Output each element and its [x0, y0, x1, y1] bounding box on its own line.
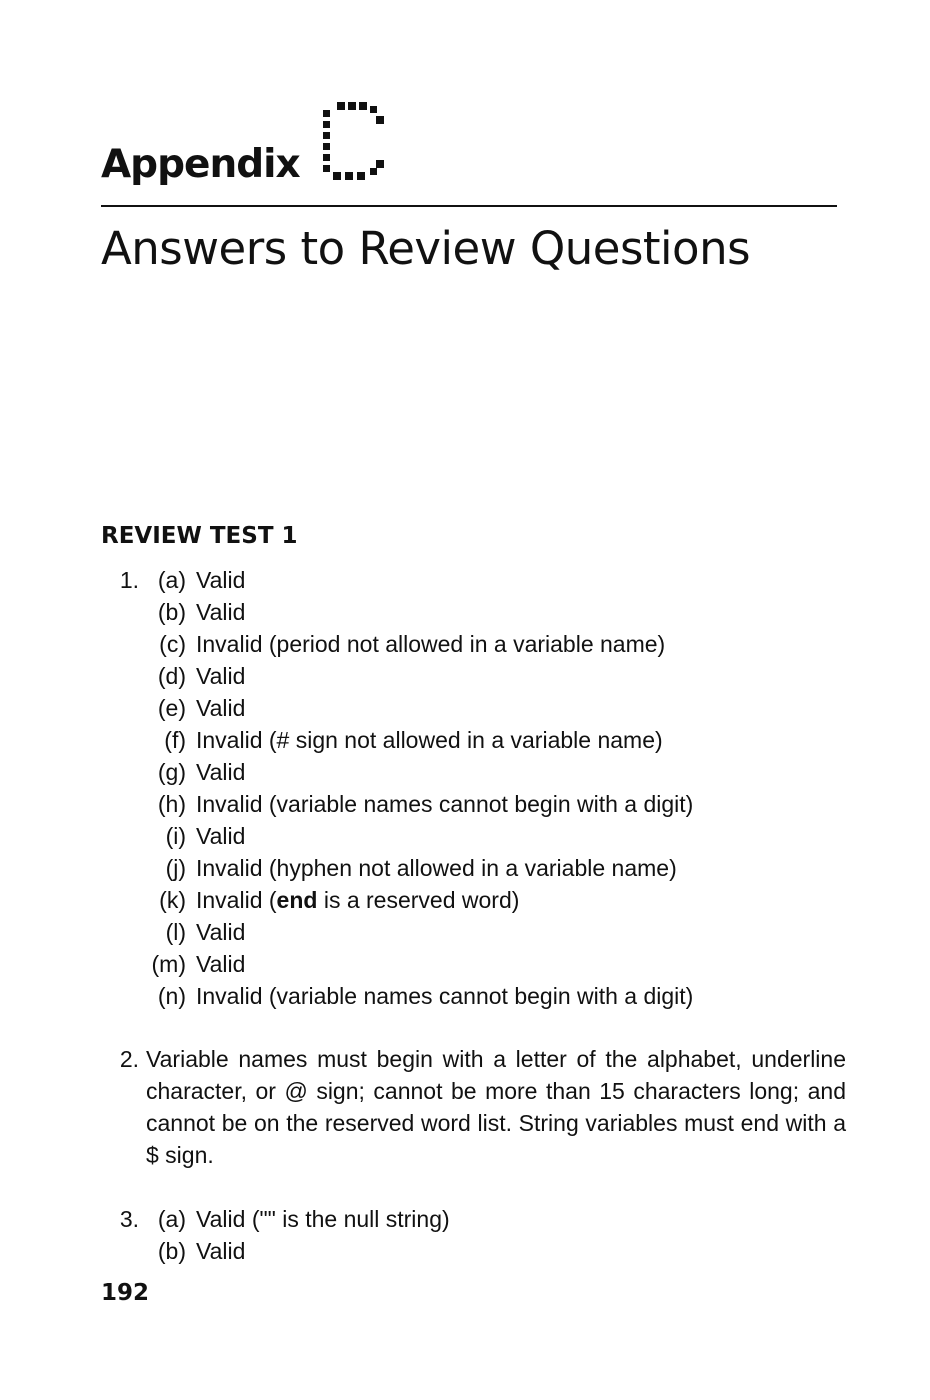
- item-answer: Invalid (variable names cannot begin with a digit): [196, 791, 694, 817]
- item-answer: Invalid (variable names cannot begin with a digit): [196, 983, 694, 1009]
- item-answer: Valid ("" is the null string): [196, 1206, 450, 1232]
- list-item: [101, 1235, 841, 1267]
- list-item: [101, 564, 841, 596]
- item-answer: Valid: [196, 951, 246, 977]
- item-answer: Invalid (period not allowed in a variable name): [196, 631, 666, 657]
- item-answer: Valid: [196, 567, 246, 593]
- item-answer: Valid: [196, 695, 246, 721]
- header-rule: [101, 205, 837, 207]
- list-item: [101, 852, 841, 884]
- list-item: [101, 724, 841, 756]
- question-number: 1.: [119, 567, 139, 593]
- item-label: (d): [157, 663, 186, 689]
- item-answer: Valid: [196, 1238, 246, 1264]
- page-header: [101, 80, 837, 210]
- item-label: (k): [159, 887, 186, 913]
- list-item: [101, 596, 841, 628]
- question-2: [101, 1043, 846, 1171]
- page-number: 192: [101, 1280, 150, 1306]
- item-answer: Valid: [196, 919, 246, 945]
- chapter-title: Answers to Review Questions: [101, 222, 751, 275]
- item-answer: Valid: [196, 663, 246, 689]
- item-label: (j): [165, 855, 186, 881]
- item-answer: Valid: [196, 759, 246, 785]
- item-label: (m): [151, 951, 186, 977]
- item-label: (f): [164, 727, 186, 753]
- item-label: (i): [165, 823, 186, 849]
- section-title: REVIEW TEST 1: [101, 523, 298, 549]
- list-item: [101, 948, 841, 980]
- list-item: [101, 980, 841, 1012]
- item-label: (a): [157, 1206, 186, 1232]
- item-label: (g): [157, 759, 186, 785]
- list-item: [101, 692, 841, 724]
- list-item: [101, 660, 841, 692]
- list-item: [101, 628, 841, 660]
- list-item: [101, 1203, 841, 1235]
- item-answer: Invalid (# sign not allowed in a variable name): [196, 727, 663, 753]
- answer-text-before: Invalid (: [196, 887, 277, 913]
- item-answer: Valid: [196, 823, 246, 849]
- item-label: (b): [157, 599, 186, 625]
- list-item: [101, 820, 841, 852]
- item-label: (h): [157, 791, 186, 817]
- list-item: [101, 916, 841, 948]
- question-number: 2.: [119, 1046, 139, 1072]
- item-answer: Valid: [196, 599, 246, 625]
- list-item: [101, 788, 841, 820]
- item-label: (c): [159, 631, 186, 657]
- appendix-letter-c-graphic: [307, 88, 397, 198]
- item-label: (b): [157, 1238, 186, 1264]
- item-label: (a): [157, 567, 186, 593]
- answer-text-after: is a reserved word): [317, 887, 520, 913]
- question-1: [101, 564, 841, 1012]
- item-label: (e): [157, 695, 186, 721]
- item-label: (l): [165, 919, 186, 945]
- list-item: [101, 756, 841, 788]
- list-item: [101, 884, 841, 916]
- appendix-word: Appendix: [101, 142, 300, 187]
- item-answer: Invalid (hyphen not allowed in a variable name): [196, 855, 677, 881]
- question-number: 3.: [119, 1206, 139, 1232]
- answer-paragraph: Variable names must begin with a letter of the alphabet, underline character, or @ sign; cannot be more than 15 characters long; and cannot be on the reserved word list. String variables must end with a $ sign.: [146, 1046, 846, 1168]
- question-3: [101, 1203, 841, 1267]
- item-answer: [196, 884, 841, 916]
- item-label: (n): [157, 983, 186, 1009]
- reserved-keyword: end: [276, 887, 318, 913]
